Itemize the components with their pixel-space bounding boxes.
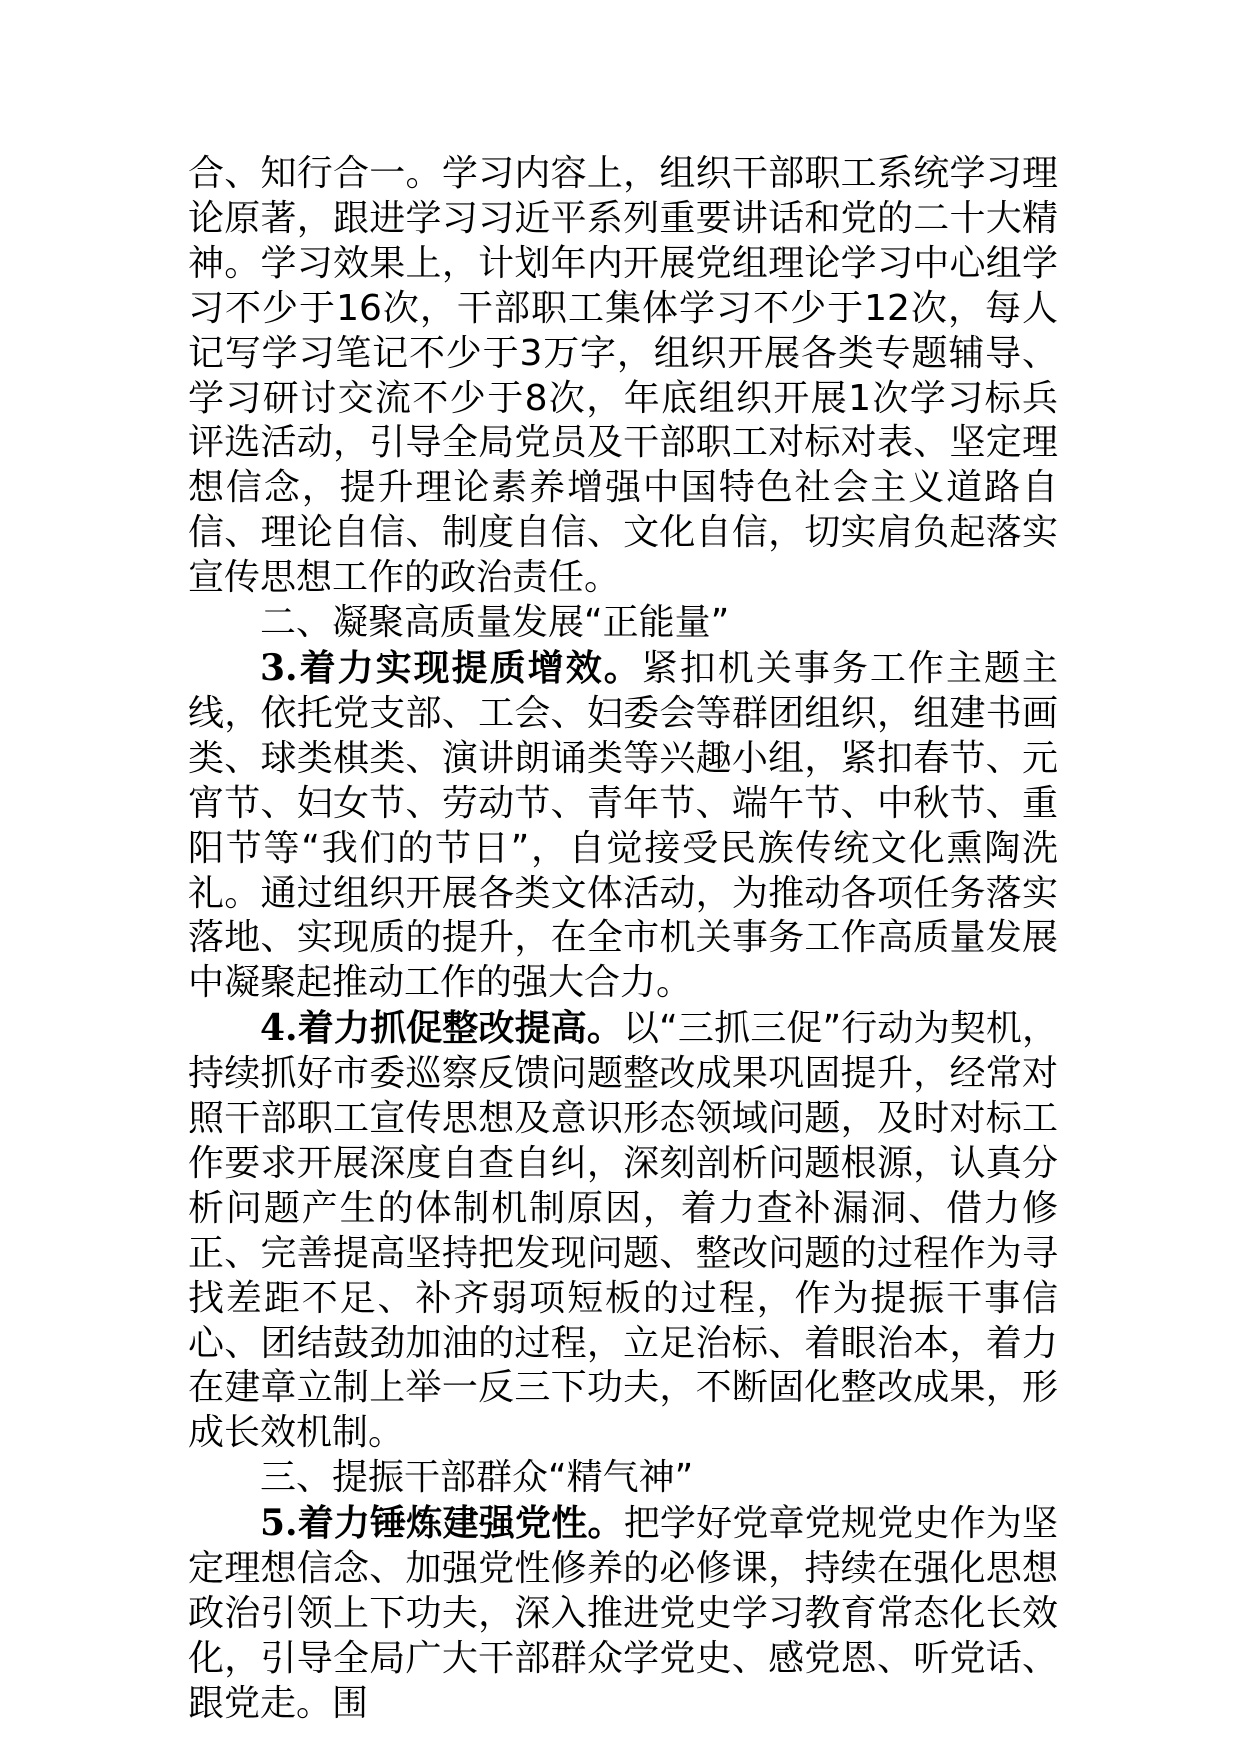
paragraph-item-3 [188,646,1058,1006]
item-4-body: 以“三抓三促”行动为契机，持续抓好市委巡察反馈问题整改成果巩固提升，经常对照干部职工宣传思想及意识形态领域问题，及时对标工作要求开展深度自查自纠，深刻剖析问题根源，认真分析问题产生的体制机制原因，着力查补漏洞、借力修正、完善提高坚持把发现问题、整改问题的过程作为寻找差距不足、补齐弱项短板的过程，作为提振干事信心、团结鼓劲加油的过程，立足治标、着眼治本，着力在建章立制上举一反三下功夫，不断固化整改成果，形成长效机制。 [188,1008,1058,1454]
section-heading-3: 三、提振干部群众“精气神” [260,1457,694,1499]
item-5-body: 把学好党章党规党史作为坚定理想信念、加强党性修养的必修课，持续在强化思想政治引领上下功夫，深入推进党史学习教育常态化长效化，引导全局广大干部群众学党史、感党恩、听党话、跟党走。围 [188,1503,1058,1724]
item-5-lead: 5.着力锤炼建强党性。 [260,1502,624,1545]
paragraph-item-4 [188,1006,1058,1456]
item-4-lead: 4.着力抓促整改提高。 [260,1007,623,1050]
paragraph-study-plan: 合、知行合一。学习内容上，组织干部职工系统学习理论原著，跟进学习习近平系列重要讲话和党的二十大精神。学习效果上，计划年内开展党组理论学习中心组学习不少于16次，干部职工集体学习不少于12次，每人记写学习笔记不少于3万字，组织开展各类专题辅导、学习研讨交流不少于8次，年底组织开展1次学习标兵评选活动，引导全局党员及干部职工对标对表、坚定理想信念，提升理论素养增强中国特色社会主义道路自信、理论自信、制度自信、文化自信，切实肩负起落实宣传思想工作的政治责任。 [188,153,1058,599]
document-page [188,152,1058,1727]
section-heading-2: 二、凝聚高质量发展“正能量” [260,602,730,644]
item-3-body: 紧扣机关事务工作主题主线，依托党支部、工会、妇委会等群团组织，组建书画类、球类棋类、演讲朗诵类等兴趣小组，紧扣春节、元宵节、妇女节、劳动节、青年节、端午节、中秋节、重阳节等“我们的节日”，自觉接受民族传统文化熏陶洗礼。通过组织开展各类文体活动，为推动各项任务落实落地、实现质的提升，在全市机关事务工作高质量发展中凝聚起推动工作的强大合力。 [188,647,1058,1004]
paragraph-item-5 [188,1501,1058,1727]
item-3-lead: 3.着力实现提质增效。 [260,646,642,689]
